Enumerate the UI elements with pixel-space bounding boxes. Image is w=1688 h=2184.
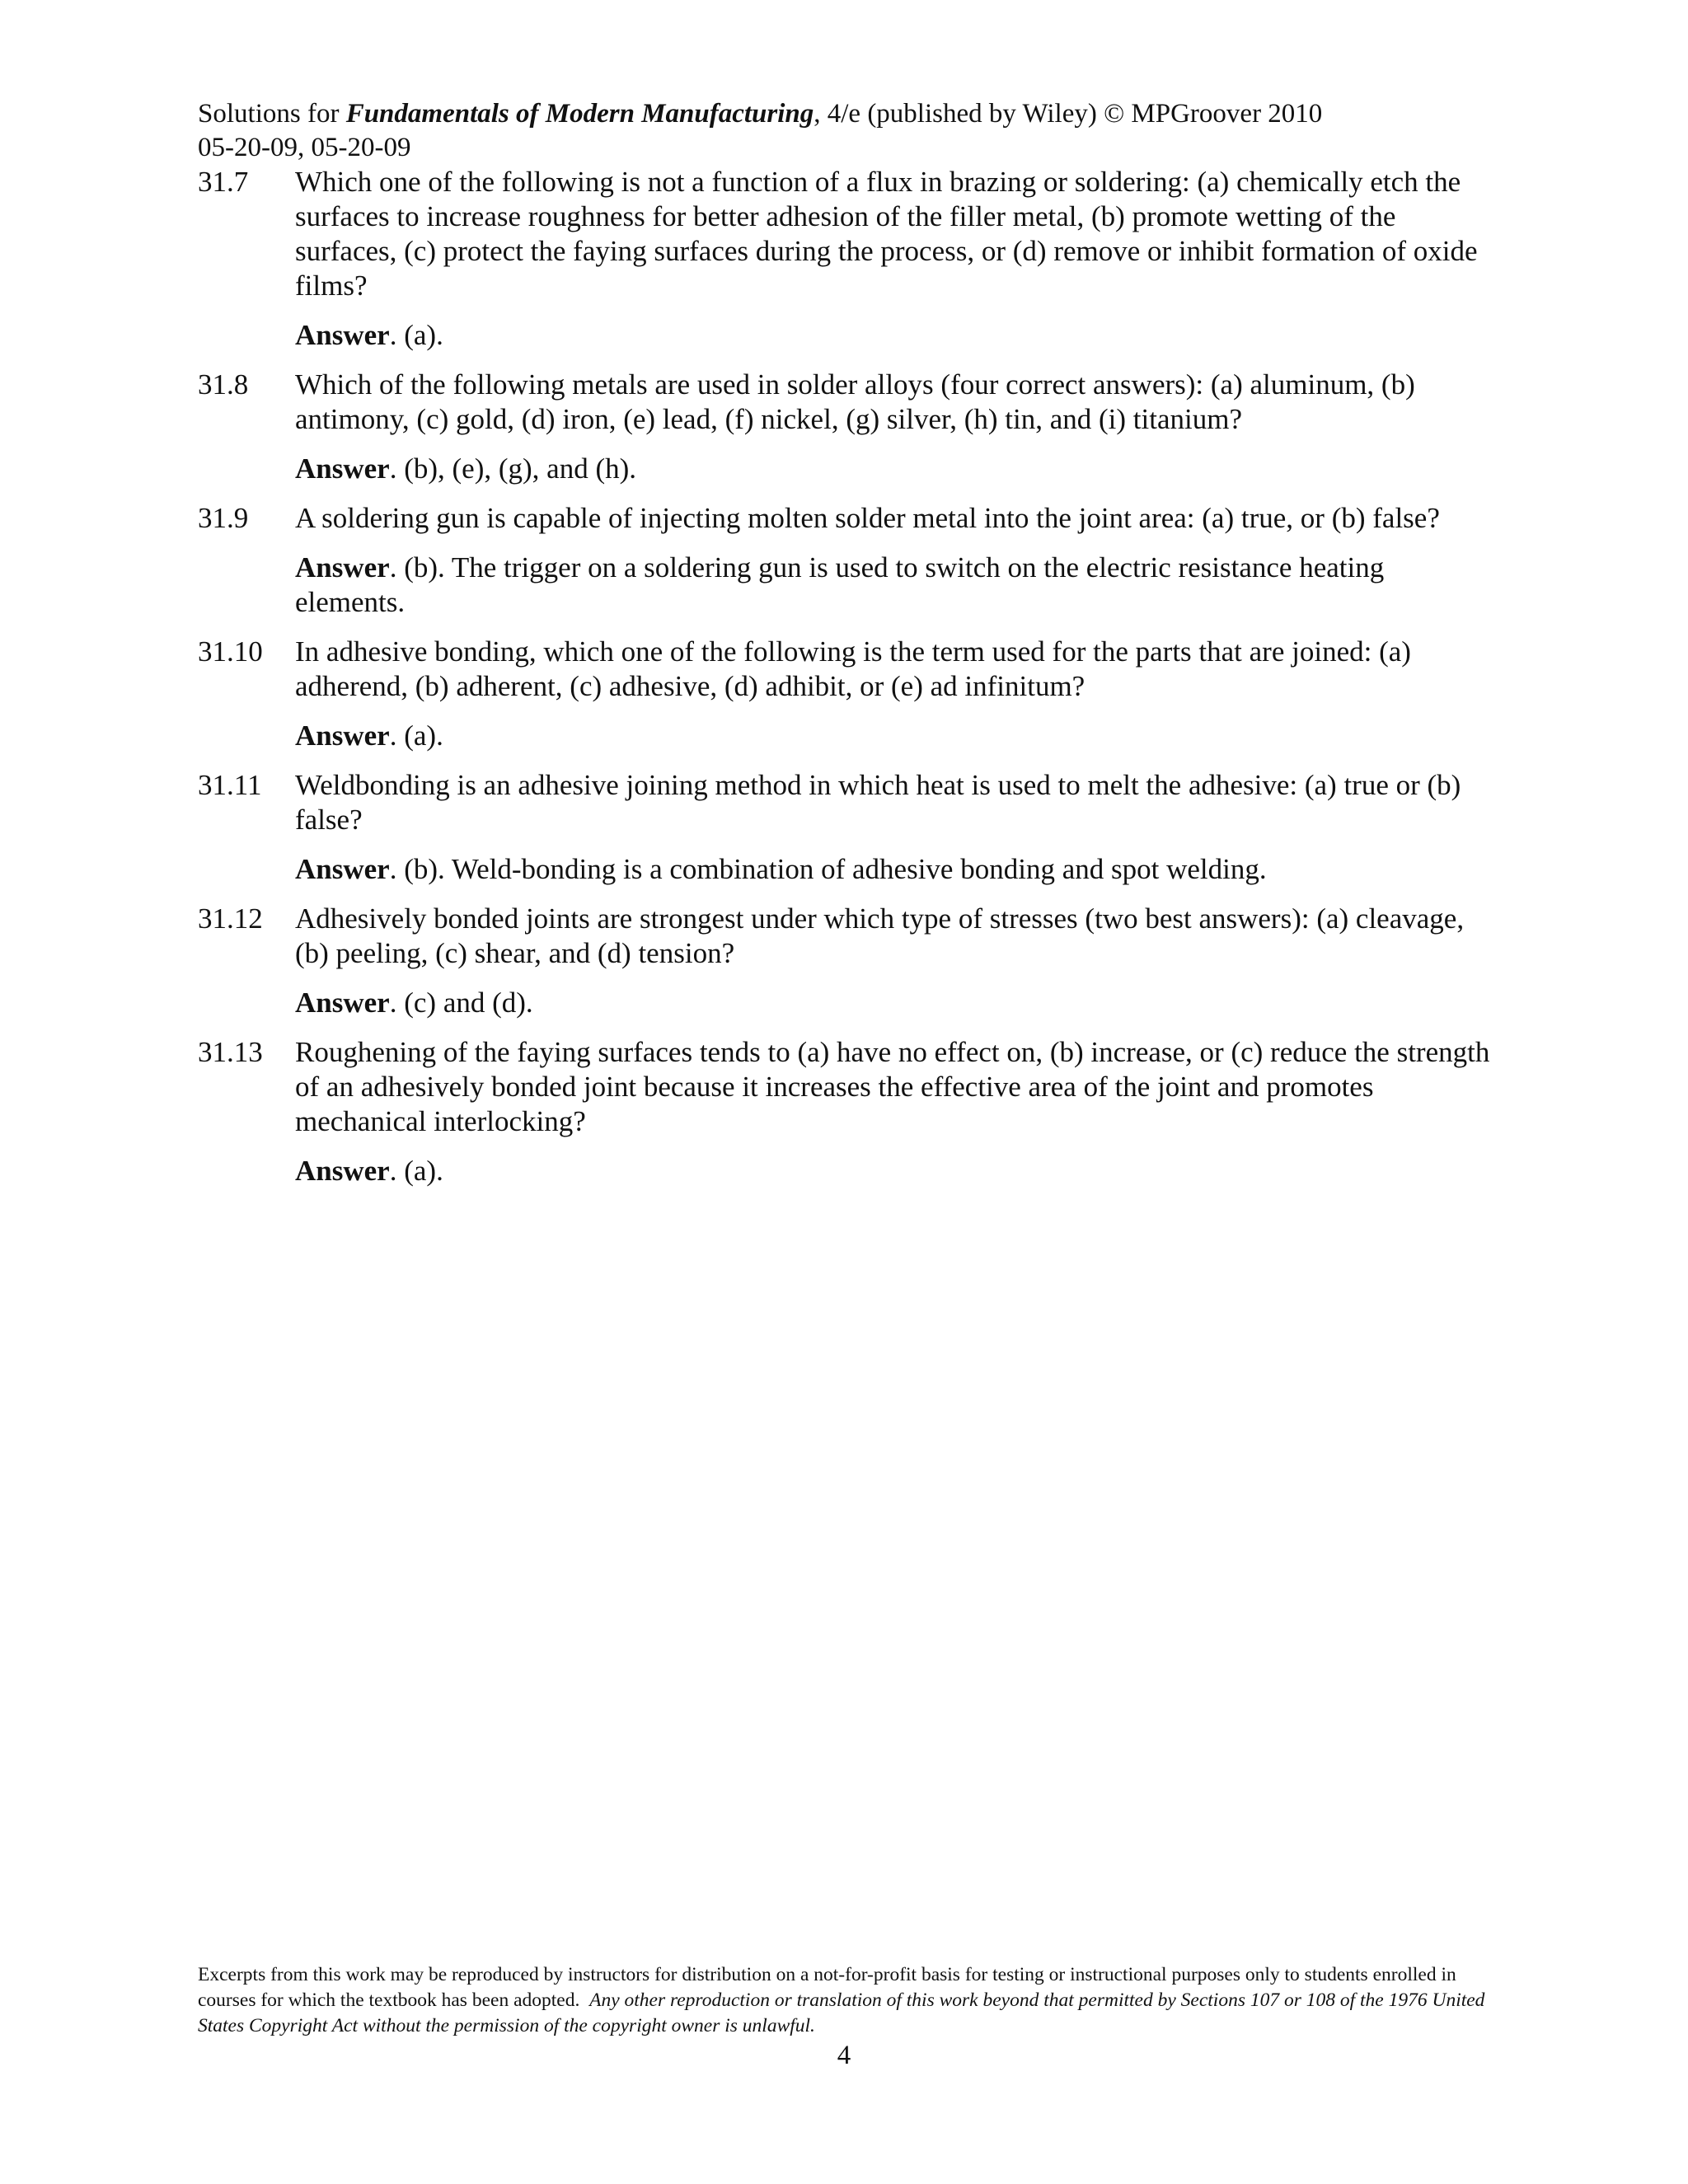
question-text: Adhesively bonded joints are strongest under which type of stresses (two best answers): (a) cleavage, (b) peeling, (c) shear, and (d) tension?: [295, 902, 1465, 969]
question-number: 31.11: [198, 769, 262, 801]
question-item: [198, 368, 1492, 486]
book-title: Fundamentals of Modern Manufacturing: [345, 99, 814, 129]
question-item: [198, 902, 1492, 1020]
answer-label: Answer: [295, 1155, 390, 1187]
question-text: Which one of the following is not a function of a flux in brazing or soldering: (a) chemically etch the surfaces to increase roughness for better adhesion of the filler metal, (b) promote wetting of the surfaces, (c) protect the faying surfaces during the process, or (d) remove or inhibit formation of oxide films?: [295, 166, 1478, 302]
question-body: [295, 501, 1492, 620]
answer: [295, 1154, 1492, 1188]
question-item: [198, 165, 1492, 353]
question-item: [198, 1035, 1492, 1188]
question-item: [198, 501, 1492, 620]
question-number: 31.8: [198, 368, 249, 401]
answer-label: Answer: [295, 853, 390, 885]
answer-label: Answer: [295, 987, 390, 1019]
question-body: [295, 768, 1492, 887]
header-line: [198, 97, 1517, 131]
question-item: [198, 768, 1492, 887]
question-body: [295, 368, 1492, 486]
answer: [295, 452, 1492, 486]
answer-text: . (b). Weld-bonding is a combination of adhesive bonding and spot welding.: [389, 853, 1267, 885]
answer-text: . (b), (e), (g), and (h).: [389, 452, 637, 485]
question-text: Which of the following metals are used in solder alloys (four correct answers): (a) aluminum, (b) antimony, (c) gold, (d) iron, (e) lead, (f) nickel, (g) silver, (h) tin, and (i) titanium?: [295, 368, 1415, 435]
question-text: A soldering gun is capable of injecting molten solder metal into the joint area: (a) true, or (b) false?: [295, 502, 1440, 534]
footer-text: Excerpts from this work may be reproduced by instructors for distribution on a not-for-profit basis for testing or instructional purposes only to students enrolled in courses for which the textbook has been adopted.: [198, 1964, 1456, 2011]
question-text: Weldbonding is an adhesive joining method in which heat is used to melt the adhesive: (a) true or (b) false?: [295, 769, 1461, 836]
question-body: [295, 635, 1492, 753]
answer: [295, 986, 1492, 1020]
answer-label: Answer: [295, 719, 390, 752]
answer-label: Answer: [295, 551, 390, 583]
answer: [295, 719, 1492, 753]
answer: [295, 318, 1492, 353]
question-number: 31.7: [198, 166, 249, 198]
question-list: [198, 165, 1492, 1203]
header-dates: 05-20-09, 05-20-09: [198, 133, 411, 162]
question-number: 31.12: [198, 902, 263, 935]
answer-text: . (a).: [389, 1155, 443, 1187]
page-header: [198, 97, 1517, 165]
question-item: [198, 635, 1492, 753]
copyright-footer: [198, 1962, 1500, 2039]
answer-text: . (a).: [389, 319, 443, 351]
question-body: [295, 165, 1492, 353]
question-number: 31.10: [198, 635, 263, 668]
question-body: [295, 902, 1492, 1020]
answer: [295, 852, 1492, 887]
answer-text: . (b). The trigger on a soldering gun is used to switch on the electric resistance heating elements.: [295, 551, 1385, 618]
question-body: [295, 1035, 1492, 1188]
answer-text: . (c) and (d).: [389, 987, 533, 1019]
question-text: Roughening of the faying surfaces tends to (a) have no effect on, (b) increase, or (c) reduce the strength of an adhesively bonded joint because it increases the effective area of the joint and promotes mechanical interlocking?: [295, 1036, 1490, 1137]
answer-label: Answer: [295, 452, 390, 485]
answer-label: Answer: [295, 319, 390, 351]
question-number: 31.9: [198, 502, 249, 534]
footer-italic-text: Any other reproduction or translation of this work beyond that permitted by Sections 107 or 108 of the 1976 United States Copyright Act without the permission of the copyright owner is unlawful.: [198, 1990, 1485, 2036]
question-number: 31.13: [198, 1036, 263, 1068]
page-number: 4: [837, 2041, 851, 2070]
answer: [295, 551, 1492, 620]
answer-text: . (a).: [389, 719, 443, 752]
header-prefix: Solutions for: [198, 99, 346, 129]
question-text: In adhesive bonding, which one of the following is the term used for the parts that are joined: (a) adherend, (b) adherent, (c) adhesive, (d) adhibit, or (e) ad infinitum?: [295, 635, 1411, 702]
header-suffix: , 4/e (published by Wiley) © MPGroover 2010: [814, 99, 1323, 129]
